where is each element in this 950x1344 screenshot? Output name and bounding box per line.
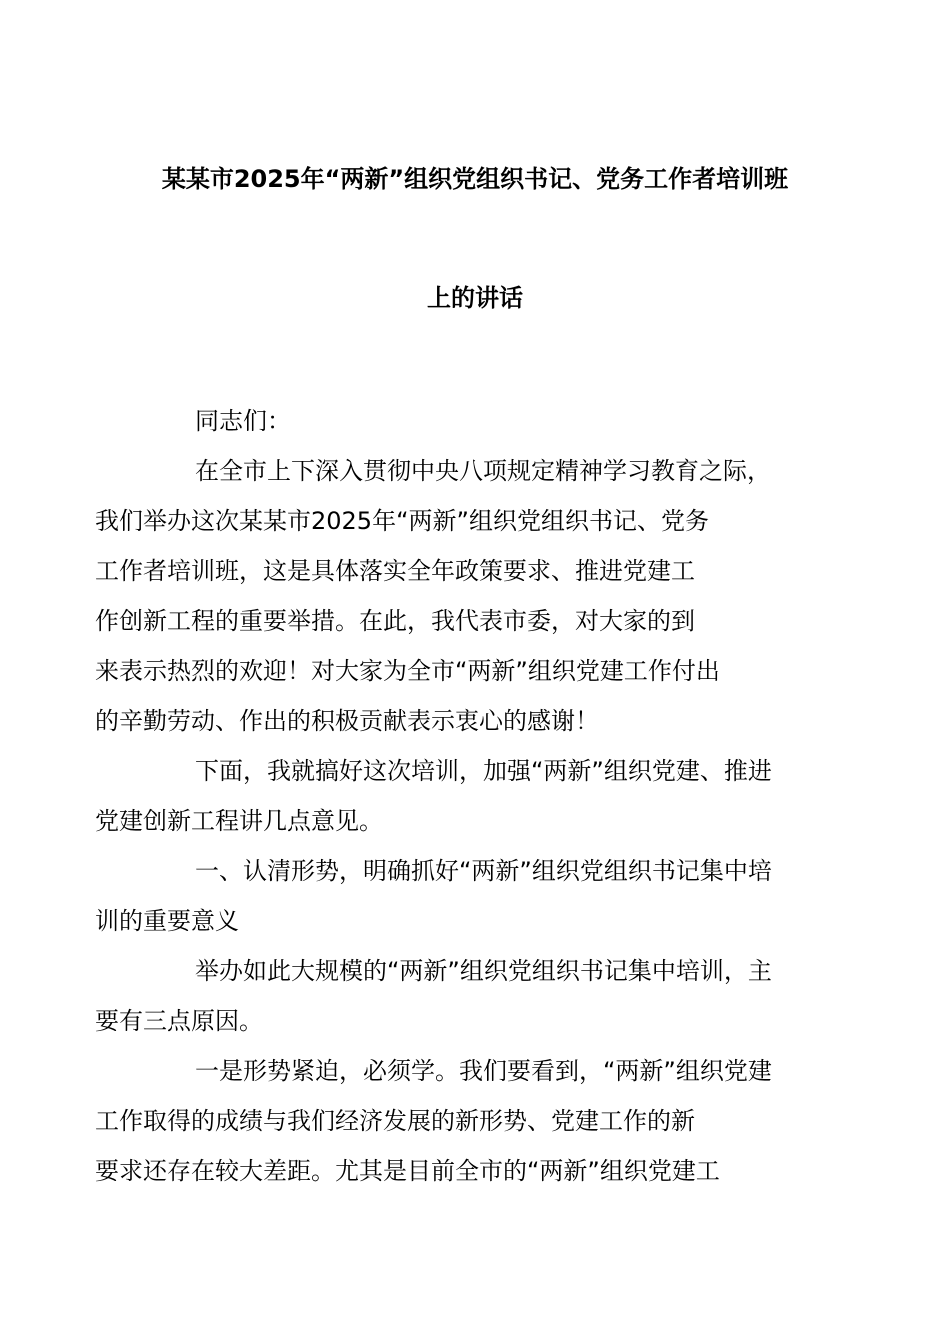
paragraph-line: 的辛勤劳动、作出的积极贡献表示衷心的感谢！ xyxy=(95,707,599,735)
paragraph-line: 要求还存在较大差距。尤其是目前全市的“两新”组织党建工 xyxy=(95,1157,720,1185)
paragraph-line: 工作者培训班，这是具体落实全年政策要求、推进党建工 xyxy=(95,557,695,585)
document-title-line-2: 上的讲话 xyxy=(427,284,523,312)
section-heading-1 xyxy=(95,846,810,946)
document-title-line-1: 某某市2025年“两新”组织党组织书记、党务工作者培训班 xyxy=(161,165,789,193)
paragraph-line: 一、认清形势，明确抓好“两新”组织党组织书记集中培 xyxy=(195,857,772,885)
paragraph-line: 要有三点原因。 xyxy=(95,1007,263,1035)
paragraph-line: 下面，我就搞好这次培训，加强“两新”组织党建、推进 xyxy=(195,757,772,785)
paragraph-line: 我们举办这次某某市2025年“两新”组织党组织书记、党务 xyxy=(95,507,709,535)
reason-one-paragraph xyxy=(95,1046,810,1196)
paragraph-line: 在全市上下深入贯彻中央八项规定精神学习教育之际， xyxy=(195,457,771,485)
paragraph-line: 作创新工程的重要举措。在此，我代表市委，对大家的到 xyxy=(95,607,695,635)
reasons-paragraph xyxy=(95,946,810,1046)
paragraph-line: 举办如此大规模的“两新”组织党组织书记集中培训，主 xyxy=(195,957,772,985)
paragraph-line: 同志们： xyxy=(195,407,291,435)
paragraph-line: 工作取得的成绩与我们经济发展的新形势、党建工作的新 xyxy=(95,1107,695,1135)
paragraph-line: 党建创新工程讲几点意见。 xyxy=(95,807,383,835)
paragraph-line: 训的重要意义 xyxy=(95,907,239,935)
opening-paragraph xyxy=(95,446,810,746)
paragraph-line: 一是形势紧迫，必须学。我们要看到，“两新”组织党建 xyxy=(195,1057,772,1085)
paragraph-line: 来表示热烈的欢迎！对大家为全市“两新”组织党建工作付出 xyxy=(95,657,720,685)
salutation-paragraph xyxy=(145,396,810,446)
intro-paragraph xyxy=(95,746,810,846)
